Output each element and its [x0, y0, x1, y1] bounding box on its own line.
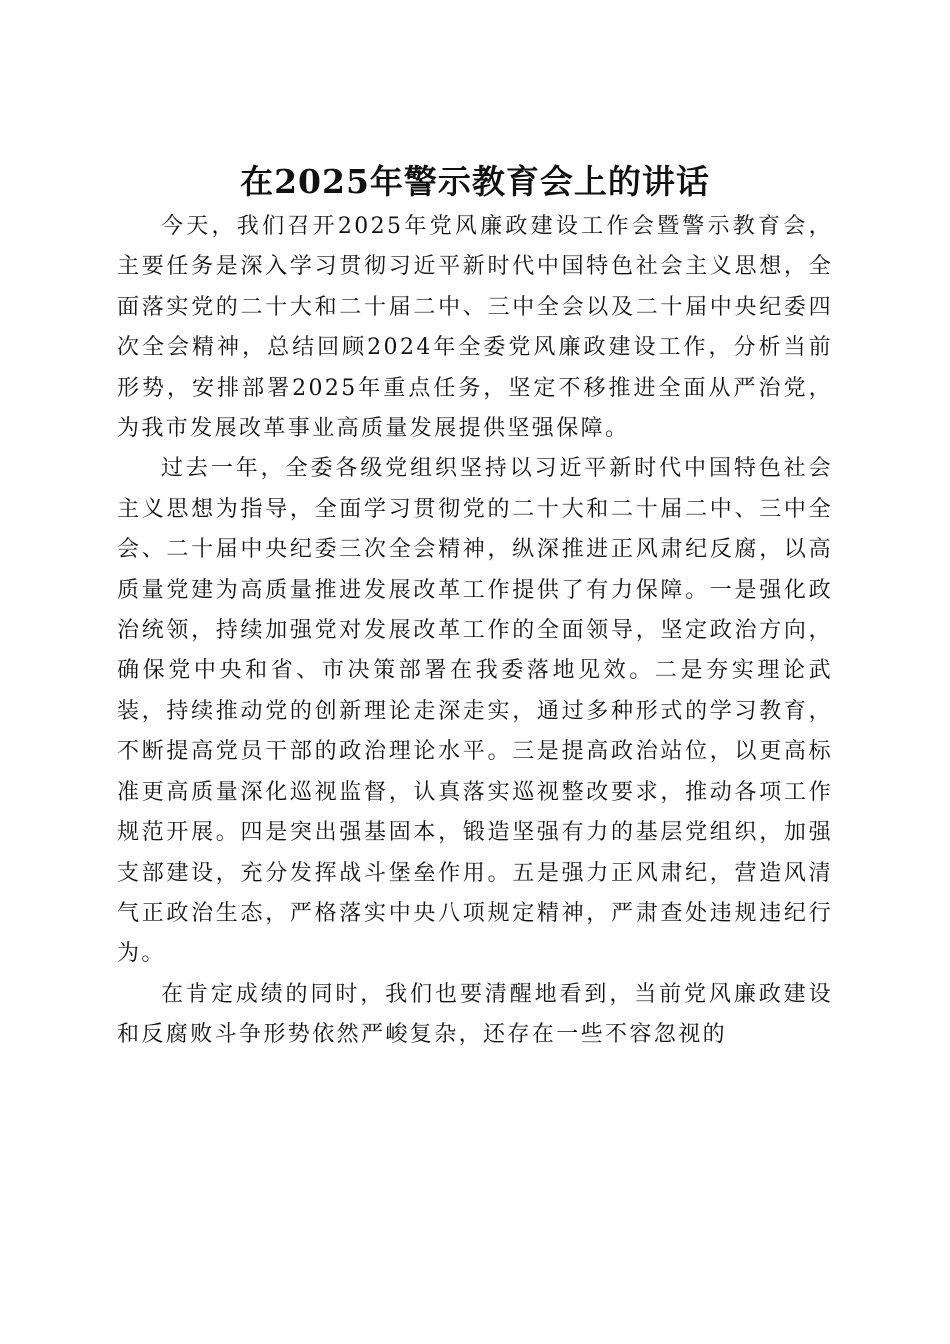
paragraph-situation: 在肯定成绩的同时，我们也要清醒地看到，当前党风廉政建设和反腐败斗争形势依然严峻复杂，还存在一些不容忽视的	[117, 981, 833, 1048]
document-body	[117, 207, 833, 1056]
page-title: 在2025年警示教育会上的讲话	[240, 162, 710, 202]
paragraph-opening: 今天，我们召开2025年党风廉政建设工作会暨警示教育会，主要任务是深入学习贯彻习近平新时代中国特色社会主义思想，全面落实党的二十大和二十届二中、三中全会以及二十届中央纪委四次全会精神，总结回顾2024年全委党风廉政建设工作，分析当前形势，安排部署2025年重点任务，坚定不移推进全面从严治党，为我市发展改革事业高质量发展提供坚强保障。	[117, 214, 833, 442]
paragraph-review: 过去一年，全委各级党组织坚持以习近平新时代中国特色社会主义思想为指导，全面学习贯彻党的二十大和二十届二中、三中全会、二十届中央纪委三次全会精神，纵深推进正风肃纪反腐，以高质量党建为高质量推进发展改革工作提供了有力保障。一是强化政治统领，持续加强党对发展改革工作的全面领导，坚定政治方向，确保党中央和省、市决策部署在我委落地见效。二是夯实理论武装，持续推动党的创新理论走深走实，通过多种形式的学习教育，不断提高党员干部的政治理论水平。三是提高政治站位，以更高标准更高质量深化巡视监督，认真落实巡视整改要求，推动各项工作规范开展。四是突出强基固本，锻造坚强有力的基层党组织，加强支部建设，充分发挥战斗堡垒作用。五是强力正风肃纪，营造风清气正政治生态，严格落实中央八项规定精神，严肃查处违规违纪行为。	[117, 456, 833, 967]
